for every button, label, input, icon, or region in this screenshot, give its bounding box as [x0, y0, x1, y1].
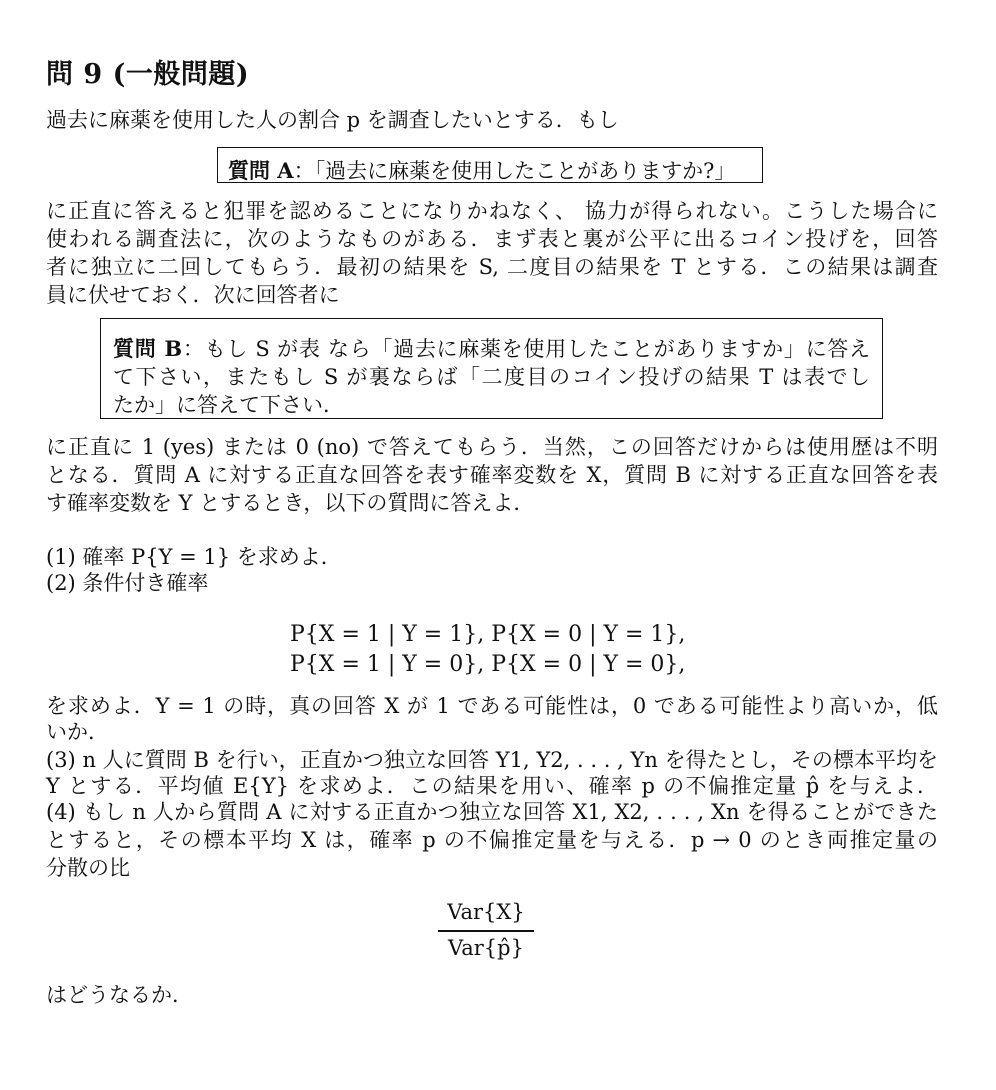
- question-2-line-1: を求めよ．Y = 1 の時，真の回答 X が 1 である可能性は，0 である可能性より高いか，低: [46, 694, 938, 718]
- question-4-line-3: 分散の比: [46, 856, 130, 880]
- answer-line-1: に正直に 1 (yes) または 0 (no) で答えてもらう．当然，この回答だけからは使用歴は不明: [46, 435, 938, 459]
- question-b-box: [100, 318, 883, 419]
- question-4-line-1: (4) もし n 人から質問 A に対する正直かつ独立な回答 X1, X2, . . . , Xn を得ることができた: [46, 800, 938, 824]
- question-b-line-3: たか」に答えて下さい．: [113, 393, 344, 417]
- intro-paragraph: 過去に麻薬を使用した人の割合 p を調査したいとする．もし: [46, 108, 619, 132]
- equation-row-1: P{X = 1 | Y = 1}, P{X = 0 | Y = 1},: [290, 622, 686, 647]
- equation-row-2: P{X = 1 | Y = 0}, P{X = 0 | Y = 0},: [290, 652, 686, 677]
- method-line-4: 員に伏せておく．次に回答者に: [46, 283, 340, 307]
- variance-ratio-fraction: [438, 900, 534, 960]
- method-line-2: 使われる調査法に，次のようなものがある．まず表と裏が公平に出るコイン投げを，回答: [46, 227, 938, 251]
- question-b-label: 質問 B: [113, 336, 183, 361]
- question-3-line-1: (3) n 人に質問 B を行い，正直かつ独立な回答 Y1, Y2, . . . , Yn を得たとし，その標本平均を: [46, 748, 938, 772]
- question-b-line-2: て下さい，またもし S が裏ならば「二度目のコイン投げの結果 T は表でし: [113, 365, 870, 389]
- problem-heading: 問 9 (一般問題): [46, 59, 250, 90]
- question-3-line-2: Y とする．平均値 E{Y} を求めよ．この結果を用い、確率 p の不偏推定量 p̂ を与えよ．: [46, 774, 938, 798]
- question-a-label: 質問 A: [228, 158, 294, 183]
- question-2-line-2: いか．: [46, 720, 109, 744]
- fraction-denominator: Var{p̂}: [448, 935, 524, 960]
- question-a-box: [217, 147, 763, 183]
- answer-line-2: となる．質問 A に対する正直な回答を表す確率変数を X，質問 B に対する正直な回答を表: [46, 463, 938, 487]
- closing-line: はどうなるか．: [46, 983, 193, 1007]
- method-line-3: 者に独立に二回してもらう．最初の結果を S, 二度目の結果を T とする．この結果は調査: [46, 255, 938, 279]
- question-1: (1) 確率 P{Y = 1} を求めよ．: [46, 545, 342, 569]
- question-a-text: ：「過去に麻薬を使用したことがありますか?」: [293, 159, 736, 183]
- question-4-line-2: とすると，その標本平均 X は，確率 p の不偏推定量を与える．p → 0 のとき両推定量の: [46, 828, 938, 852]
- question-2: (2) 条件付き確率: [46, 571, 209, 595]
- answer-line-3: す確率変数を Y とするとき，以下の質問に答えよ．: [46, 491, 535, 515]
- question-b-line-1: ：もし S が表 なら「過去に麻薬を使用したことがありますか」に答え: [182, 337, 870, 361]
- fraction-numerator: Var{X}: [447, 900, 525, 924]
- method-line-1: に正直に答えると犯罪を認めることになりかねなく、 協力が得られない。こうした場合に: [46, 199, 938, 223]
